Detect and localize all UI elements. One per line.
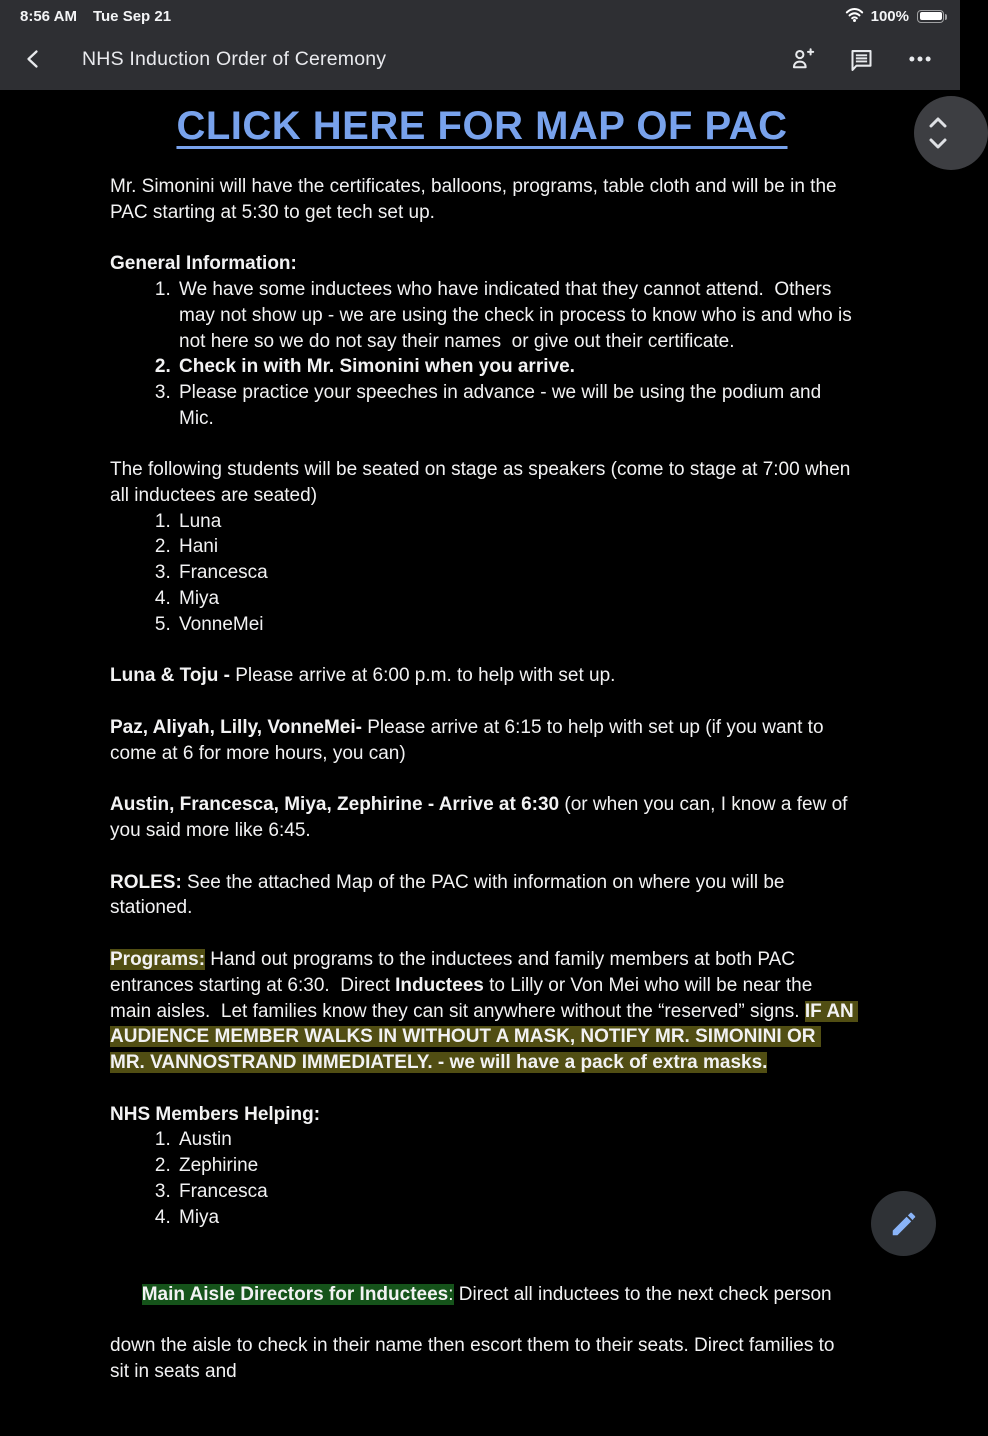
arrival-note: Paz, Aliyah, Lilly, VonneMei- Please arrive at 6:15 to help with set up (if you want to come at 6 for more hours, you can) [110, 716, 829, 764]
document-canvas[interactable] [0, 90, 960, 1383]
list-item: 2. Hani [176, 534, 854, 560]
olive-highlight: IF AN AUDIENCE MEMBER WALKS IN WITHOUT A MASK, NOTIFY MR. SIMONINI OR MR. VANNOSTRAND IMMEDIATELY. - we will have a pack of extra masks. [110, 1000, 859, 1073]
list-item: 4. Miya [176, 586, 854, 612]
battery-icon [917, 10, 944, 23]
comment-icon [848, 46, 875, 73]
list-item: 3. Francesca [176, 560, 854, 586]
map-link-line [110, 103, 854, 157]
status-left [20, 8, 171, 25]
main-aisle-line2-clipped: down the aisle to check in their name then escort them to their seats. Direct families to sit in seats and [110, 1335, 840, 1383]
comments-button[interactable] [847, 45, 875, 73]
document-title: NHS Induction Order of Ceremony [82, 47, 387, 70]
main-aisle-paragraph [110, 1256, 854, 1436]
status-right [845, 7, 944, 26]
appbar-actions [788, 45, 934, 73]
edit-pencil-icon [889, 1209, 919, 1239]
chevron-left-icon [22, 47, 46, 71]
arrival-note: Luna & Toju - Please arrive at 6:00 p.m. to help with set up. [110, 665, 616, 687]
general-info-heading: General Information: [110, 253, 297, 275]
list-item: 1. Luna [176, 509, 854, 535]
back-button[interactable] [22, 44, 52, 74]
map-of-pac-link[interactable]: CLICK HERE FOR MAP OF PAC [176, 104, 788, 148]
programs-paragraph: Programs: Hand out programs to the inductees and family members at both PAC entrances starting at 6:30. Direct Inductees to Lilly or Von Mei who will be near the main aisles. Let families know they can sit anywhere without the “reserved” signs. IF AN AUDIENCE MEMBER WALKS IN WITHOUT A MASK, NOTIFY MR. SIMONINI OR MR. VANNOSTRAND IMMEDIATELY. - we will have a pack of extra masks. [110, 949, 859, 1073]
date-text: Tue Sep 21 [92, 7, 172, 25]
list-item: 3. Please practice your speeches in advance - we will be using the podium and Mic. [176, 380, 854, 431]
speakers-intro: The following students will be seated on stage as speakers (come to stage at 7:00 when all inductees are seated) [110, 459, 856, 507]
list-item: 1. We have some inductees who have indicated that they cannot attend. Others may not show up - we are using the check in process to know who is and who is not here so we do not say their names or give out their certificate. [176, 277, 854, 354]
green-highlight: Main Aisle Directors for Inductees [141, 1283, 449, 1305]
olive-highlight: Programs: [110, 949, 206, 971]
general-info-list [110, 277, 858, 431]
speakers-list [110, 509, 854, 638]
list-item: 2. Zephirine [176, 1153, 854, 1179]
person-add-icon [789, 46, 816, 73]
members-helping-heading: NHS Members Helping: [110, 1103, 321, 1125]
list-item: 3. Francesca [176, 1179, 854, 1205]
add-people-button[interactable] [788, 45, 816, 73]
battery-percent-text: 100% [870, 7, 909, 25]
edit-button[interactable] [871, 1191, 936, 1256]
status-bar [0, 0, 960, 28]
list-item: 2. Check in with Mr. Simonini when you arrive. [176, 354, 854, 380]
intro-paragraph: Mr. Simonini will have the certificates, balloons, programs, table cloth and will be in the PAC starting at 5:30 to get tech set up. [110, 176, 842, 223]
roles-paragraph: ROLES: See the attached Map of the PAC with information on where you will be stationed. [110, 871, 790, 919]
clock-text: 8:56 AM [20, 7, 77, 25]
list-item: 1. Austin [176, 1127, 854, 1153]
scroll-handle[interactable] [914, 96, 988, 170]
list-item: 5. VonneMei [176, 612, 854, 638]
overflow-menu-button[interactable] [906, 45, 934, 73]
main-aisle-line1: Main Aisle Directors for Inductees: Direct all inductees to the next check person [141, 1283, 832, 1305]
scroll-handle-up-down-icon [927, 115, 949, 151]
members-helping-list [110, 1127, 854, 1230]
app-bar [0, 28, 960, 90]
three-dot-menu-icon [907, 46, 933, 72]
arrival-note: Austin, Francesca, Miya, Zephirine - Arrive at 6:30 (or when you can, I know a few of you said more like 6:45. [110, 794, 853, 842]
wifi-icon [845, 7, 864, 26]
list-item: 4. Miya [176, 1205, 854, 1231]
top-chrome [0, 0, 960, 90]
